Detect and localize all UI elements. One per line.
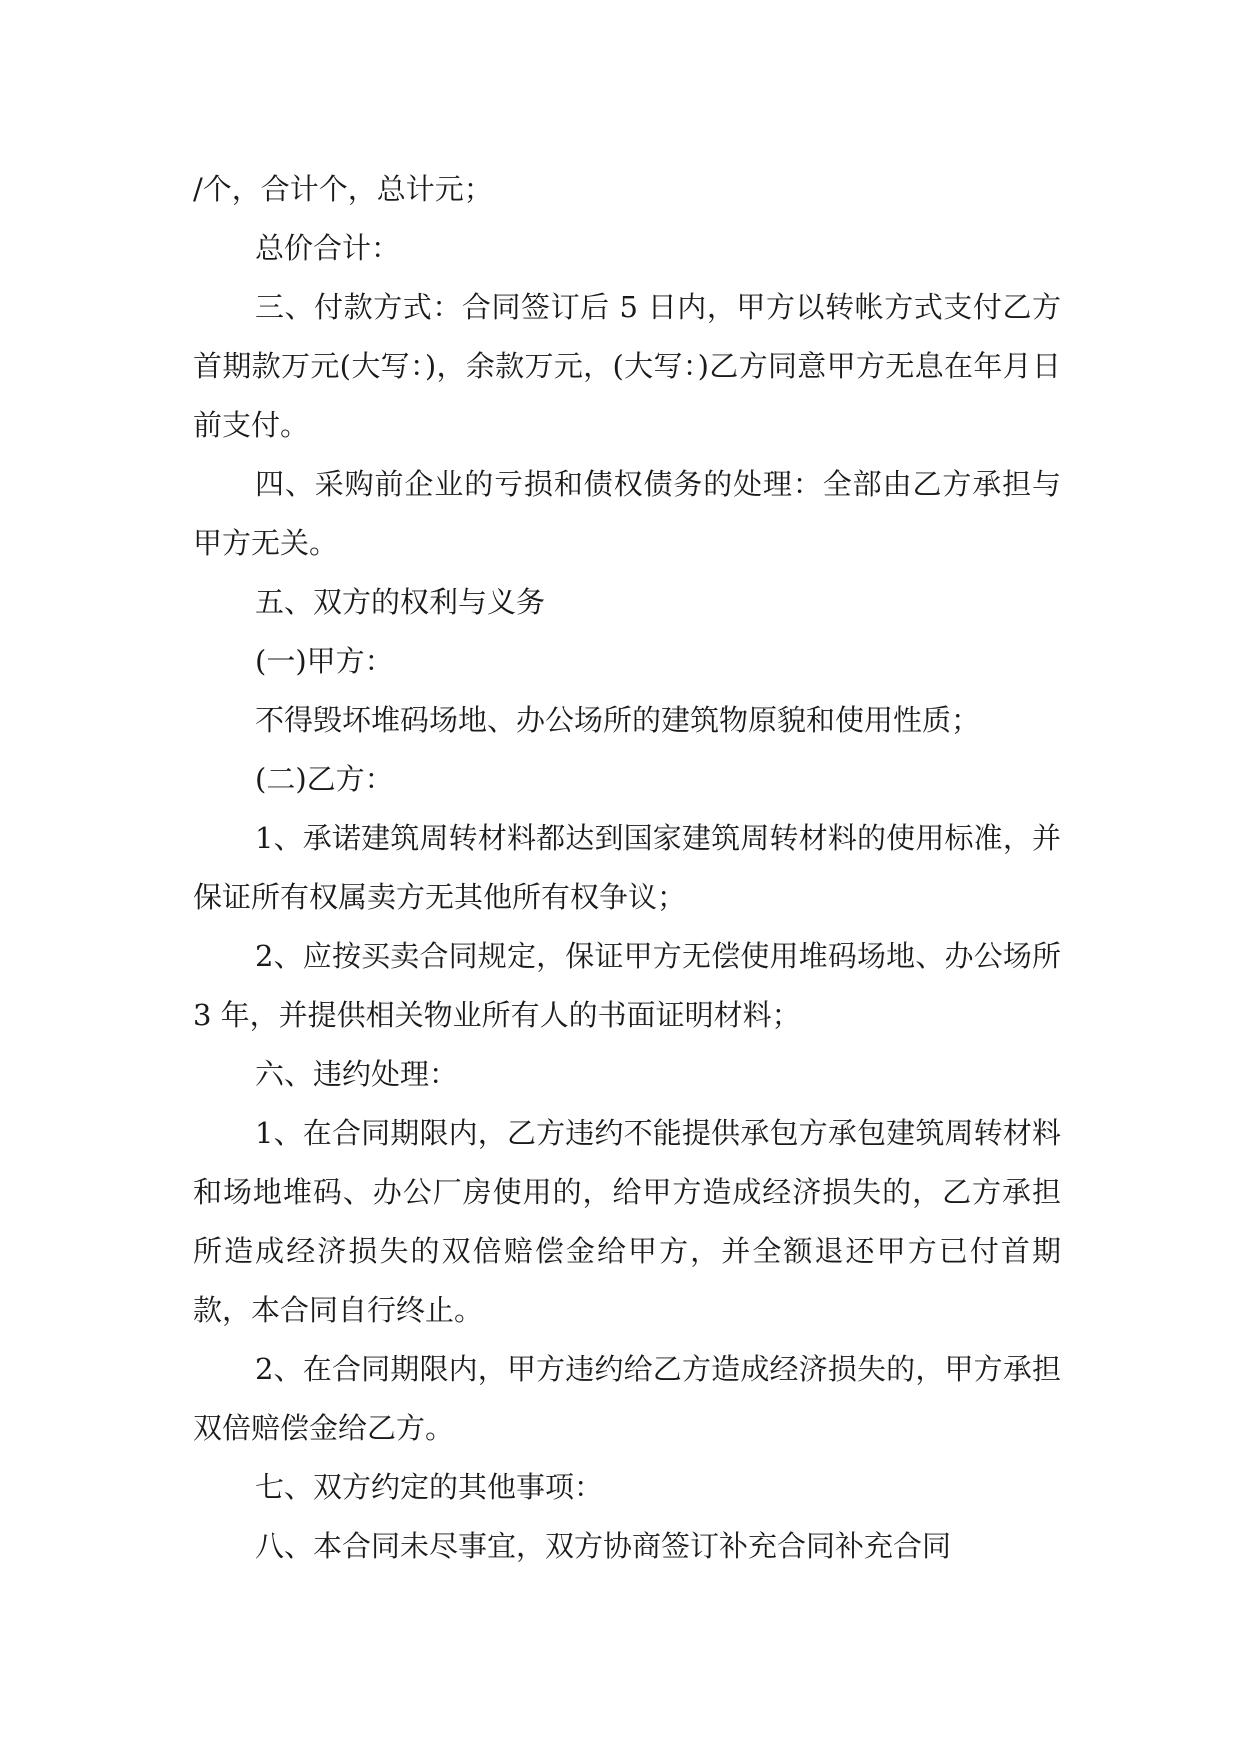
paragraph-11: 六、违约处理： <box>255 1057 459 1091</box>
paragraph-13: 2、在合同期限内，甲方违约给乙方造成经济损失的，甲方承担双倍赔偿金给乙方。 <box>193 1352 1061 1445</box>
paragraph-15: 八、本合同未尽事宜，双方协商签订补充合同补充合同 <box>255 1529 952 1563</box>
paragraph-14: 七、双方约定的其他事项： <box>255 1470 604 1504</box>
paragraph-8: (二)乙方： <box>255 762 394 796</box>
paragraph-12: 1、在合同期限内，乙方违约不能提供承包方承包建筑周转材料和场地堆码、办公厂房使用的，给甲方造成经济损失的，乙方承担所造成经济损失的双倍赔偿金给甲方，并全额退还甲方已付首期款，本合同自行终止。 <box>193 1116 1061 1327</box>
contract-text-body <box>193 160 1061 1576</box>
paragraph-3: 三、付款方式：合同签订后 5 日内，甲方以转帐方式支付乙方首期款万元(大写：)，余款万元，(大写：)乙方同意甲方无息在年月日前支付。 <box>193 290 1061 442</box>
paragraph-4: 四、采购前企业的亏损和债权债务的处理：全部由乙方承担与甲方无关。 <box>193 467 1061 560</box>
paragraph-7: 不得毁坏堆码场地、办公场所的建筑物原貌和使用性质； <box>255 703 981 737</box>
paragraph-5: 五、双方的权利与义务 <box>255 585 546 619</box>
paragraph-10: 2、应按买卖合同规定，保证甲方无偿使用堆码场地、办公场所 3 年，并提供相关物业所有人的书面证明材料； <box>193 939 1061 1032</box>
paragraph-9: 1、承诺建筑周转材料都达到国家建筑周转材料的使用标准，并保证所有权属卖方无其他所有权争议； <box>193 821 1061 914</box>
paragraph-2: 总价合计： <box>255 231 401 265</box>
paragraph-6: (一)甲方： <box>255 644 394 678</box>
paragraph-1: /个，合计个，总计元； <box>193 172 493 206</box>
